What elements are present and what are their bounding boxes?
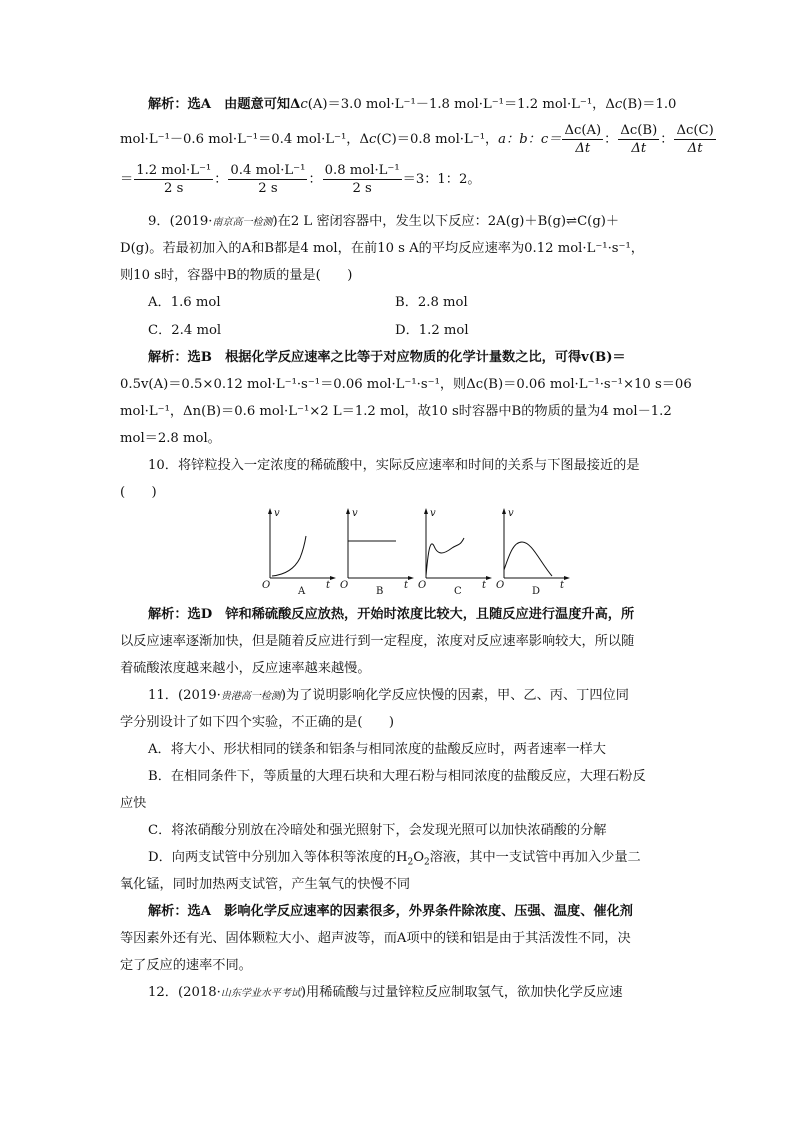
graph-a-curve: [272, 536, 306, 576]
q9-answer-line-3: mol·L⁻¹，Δn(B)＝0.6 mol·L⁻¹×2 L＝1.2 mol，故10 s时容器中B的物质的量为4 mol－1.2: [120, 404, 672, 419]
q10-answer-line-1: 解析：选D 锌和稀硫酸反应放热，开始时浓度比较大，且随反应进行温度升高，所: [148, 607, 635, 622]
graph-b: [340, 508, 420, 602]
q9-answer-line-2: 0.5v(A)＝0.5×0.12 mol·L⁻¹·s⁻¹＝0.06 mol·L⁻¹·s⁻¹，则Δc(B)＝0.06 mol·L⁻¹·s⁻¹×10 s＝06: [120, 377, 692, 392]
graph-b-y-label: v: [352, 508, 358, 519]
graph-d-caption: D: [532, 586, 541, 597]
graph-d: [496, 508, 576, 602]
q10-stem-line-2: ( ): [120, 485, 157, 500]
q10-stem-line-1: 10．将锌粒投入一定浓度的稀硫酸中，实际反应速率和时间的关系与下图最接近的是: [148, 458, 640, 473]
graph-c-caption: C: [454, 586, 462, 597]
q11-stem-line-1: 11．(2019·贵港高一检测)为了说明影响化学反应快慢的因素，甲、乙、丙、丁四位同: [148, 688, 629, 703]
graph-a-svg: [262, 508, 342, 598]
graph-c: [418, 508, 498, 602]
graph-d-y-label: v: [508, 508, 514, 519]
graph-d-origin: O: [496, 580, 505, 591]
fraction-dcb-dt: $\frac{\Delta c(B)}{\Delta t}$: [620, 123, 658, 156]
q9-stem-line-2: D(g)。若最初加入的A和B都是4 mol，在前10 s A的平均反应速率为0.12 mol·L⁻¹·s⁻¹，: [120, 241, 644, 256]
q12-stem-line-1: 12．(2018·山东学业水平考试)用稀硫酸与过量锌粒反应制取氢气，欲加快化学反应速: [148, 985, 623, 1000]
q11-option-b-line-2: 应快: [120, 796, 147, 811]
graph-a-y-label: v: [274, 508, 280, 519]
graph-b-origin: O: [340, 580, 349, 591]
q11-option-b-line-1: B．在相同条件下，等质量的大理石块和大理石粉与相同浓度的盐酸反应，大理石粉反: [148, 769, 646, 784]
q11-option-d-line-1: D．向两支试管中分别加入等体积等浓度的$H_2O_2$溶液，其中一支试管中再加入少量二: [148, 850, 641, 868]
fraction-0-8-over-2s: $\frac{\text{0.8 mol·L⁻¹}}{2 s}$: [324, 163, 400, 196]
q9-stem-line-3: 则10 s时，容器中B的物质的量是( ): [120, 268, 353, 283]
fraction-1-2-over-2s: $\frac{\text{1.2 mol·L⁻¹}}{2 s}$: [136, 163, 212, 196]
q8-answer-line-2: mol·L⁻¹－0.6 mol·L⁻¹＝0.4 mol·L⁻¹，Δ c (C)＝0.8 mol·L⁻¹， a：b：c＝ $\frac{\Delta c(A)}{\Delta t}$ ： $\frac{\Delta c(B)}{\Delta t}$ ： $\frac{\Delta c(C)}{\Delta t}$: [120, 123, 714, 156]
graph-c-y-label: v: [430, 508, 436, 519]
q9-option-a: A．1.6 mol: [148, 295, 221, 310]
q9-option-b: B．2.8 mol: [395, 295, 468, 310]
q11-option-a: A．将大小、形状相同的镁条和铝条与相同浓度的盐酸反应时，两者速率一样大: [148, 742, 606, 757]
graph-c-svg: [418, 508, 498, 598]
q11-option-c: C．将浓硝酸分别放在冷暗处和强光照射下，会发现光照可以加快浓硝酸的分解: [148, 823, 607, 838]
q9-option-c: C．2.4 mol: [148, 323, 222, 338]
graph-d-x-label: t: [560, 580, 565, 591]
graph-a: [262, 508, 342, 602]
graph-b-x-label: t: [404, 580, 409, 591]
q8-answer-line-3: ＝ $\frac{\text{1.2 mol·L⁻¹}}{2 s}$ ： $\frac{\text{0.4 mol·L⁻¹}}{2 s}$ ： $\frac{\text{0.8 mol·L⁻¹}}{2 s}$ ＝3：1：2。: [120, 163, 481, 196]
q8-answer-line-1: 解析：选A 由题意可知Δc(A)＝3.0 mol·L⁻¹－1.8 mol·L⁻¹＝1.2 mol·L⁻¹，Δc(B)＝1.0: [148, 97, 677, 112]
fraction-0-4-over-2s: $\frac{\text{0.4 mol·L⁻¹}}{2 s}$: [230, 163, 306, 196]
fraction-dca-dt: $\frac{\Delta c(A)}{\Delta t}$: [564, 123, 602, 156]
graph-b-caption: B: [376, 586, 384, 597]
q11-stem-line-2: 学分别设计了如下四个实验，不正确的是( ): [120, 715, 395, 730]
q9-answer-line-1: 解析：选B 根据化学反应速率之比等于对应物质的化学计量数之比，可得v(B)＝: [148, 350, 626, 365]
fraction-dcc-dt: $\frac{\Delta c(C)}{\Delta t}$: [676, 123, 714, 156]
graph-d-curve: [504, 542, 552, 576]
q9-option-d: D．1.2 mol: [395, 323, 469, 338]
graph-a-origin: O: [262, 580, 271, 591]
q10-answer-line-3: 着硫酸浓度越来越小，反应速率越来越慢。: [120, 661, 371, 676]
graph-c-origin: O: [418, 580, 427, 591]
q10-answer-line-2: 以反应速率逐渐加快，但是随着反应进行到一定程度，浓度对反应速率影响较大，所以随: [120, 634, 635, 649]
q11-answer-line-2: 等因素外还有光、固体颗粒大小、超声波等，而A项中的镁和铝是由于其活泼性不同，决: [120, 931, 631, 946]
q11-answer-line-1: 解析：选A 影响化学反应速率的因素很多，外界条件除浓度、压强、温度、催化剂: [148, 904, 633, 919]
graph-d-svg: [496, 508, 576, 598]
graph-a-caption: A: [298, 586, 306, 597]
q11-answer-line-3: 定了反应的速率不同。: [120, 958, 252, 973]
graph-c-curve: [426, 538, 464, 576]
graph-c-x-label: t: [482, 580, 487, 591]
q11-option-d-line-2: 氧化锰，同时加热两支试管，产生氧气的快慢不同: [120, 877, 411, 892]
q9-stem-line-1: 9．(2019·南京高一检测)在2 L 密闭容器中，发生以下反应：2A(g)＋B(g)⇌C(g)＋: [148, 214, 620, 229]
q9-answer-line-4: mol＝2.8 mol。: [120, 431, 221, 446]
graph-a-x-label: t: [326, 580, 331, 591]
graph-b-svg: [340, 508, 420, 598]
